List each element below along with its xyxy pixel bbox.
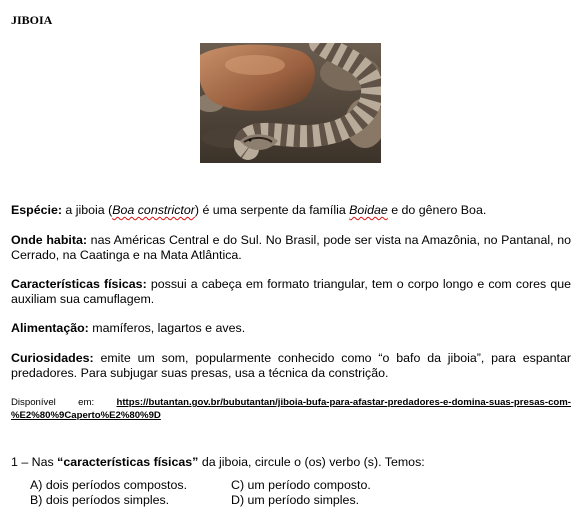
alimentacao-text: mamíferos, lagartos e aves. xyxy=(88,321,246,335)
habitat-paragraph xyxy=(11,233,571,263)
options-left-column xyxy=(30,478,187,508)
habitat-label: Onde habita: xyxy=(11,233,87,247)
especie-family-name: Boidae xyxy=(349,203,388,217)
question-quoted: “características físicas” xyxy=(57,455,199,469)
option-a[interactable]: A) dois períodos compostos. xyxy=(30,478,188,492)
source-prefix: Disponível em: xyxy=(11,397,117,408)
caracteristicas-paragraph xyxy=(11,277,571,307)
especie-text-1: a jiboia ( xyxy=(61,203,113,217)
option-c[interactable]: C) um período composto. xyxy=(231,478,371,492)
question-number: 1 – Nas xyxy=(11,455,58,469)
habitat-text: nas Américas Central e do Sul. No Brasil, pode ser vista na Amazônia, no Pantanal, no Cerrado, na Caatinga e na Mata Atlântica. xyxy=(11,233,571,262)
question-rest: da jiboia, circule o (os) verbo (s). Temos: xyxy=(198,455,425,469)
alimentacao-label: Alimentação: xyxy=(11,321,89,335)
options-right-column xyxy=(231,478,371,508)
alimentacao-paragraph xyxy=(11,321,571,336)
document-title: JIBOIA xyxy=(11,13,53,27)
curiosidades-paragraph xyxy=(11,351,571,381)
especie-label: Espécie: xyxy=(11,203,62,217)
especie-text-3: e do gênero Boa. xyxy=(387,203,487,217)
curiosidades-text: emite um som, popularmente conhecido como “o bafo da jiboia”, para espantar predadores. Para subjugar suas presas, usa a técnica da constrição. xyxy=(11,351,571,380)
snake-photo xyxy=(200,43,381,163)
question-1 xyxy=(11,455,425,469)
caracteristicas-text: possui a cabeça em formato triangular, tem o corpo longo e com cores que auxiliam sua camuflagem. xyxy=(11,277,571,306)
especie-paragraph xyxy=(11,203,571,218)
especie-scientific-name: Boa constrictor xyxy=(112,203,195,217)
option-d[interactable]: D) um período simples. xyxy=(231,493,360,507)
curiosidades-label: Curiosidades: xyxy=(11,351,94,365)
source-link[interactable]: https://butantan.gov.br/bubutantan/jiboia-bufa-para-afastar-predadores-e-domina-suas-presas-com-%E2%80%9Caperto%E2%80%9D xyxy=(11,397,571,421)
caracteristicas-label: Características físicas: xyxy=(11,277,147,291)
especie-text-2: ) é uma serpente da família xyxy=(194,203,350,217)
snake-photo-illustration xyxy=(200,43,381,163)
option-b[interactable]: B) dois períodos simples. xyxy=(30,493,170,507)
source-citation xyxy=(11,396,571,422)
